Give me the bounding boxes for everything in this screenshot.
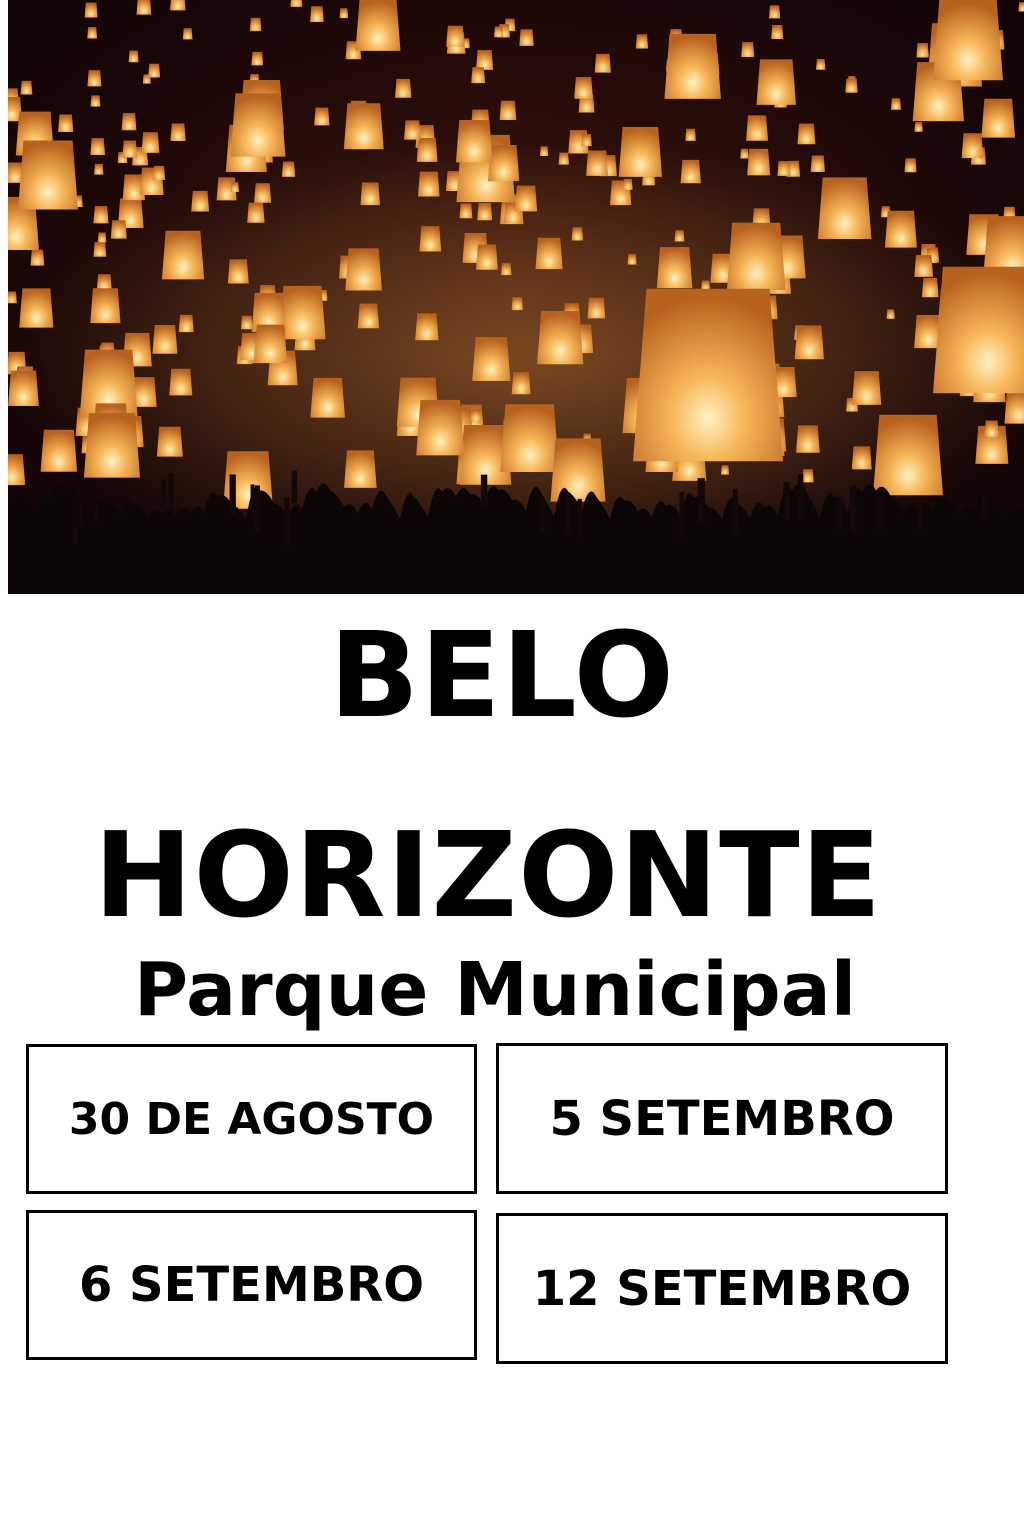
lantern [254,183,271,203]
lantern [477,203,492,220]
lantern [500,101,517,120]
lantern [811,156,825,172]
lantern [310,6,324,22]
lantern [31,250,45,266]
lantern [540,146,548,156]
lantern [282,162,295,177]
lantern [488,145,519,181]
lantern [395,79,411,98]
lantern [795,325,824,359]
lantern [891,98,901,109]
raised-arm [798,474,804,520]
raised-arm [540,499,545,531]
lantern [122,141,137,158]
date-box-2 [496,1043,948,1194]
lantern [162,231,204,280]
lantern [1004,391,1024,424]
lantern [962,133,984,158]
lantern [746,115,768,140]
lantern [756,59,796,104]
lantern [572,227,583,240]
lantern [636,34,648,48]
lantern [914,255,933,277]
lantern [416,400,464,455]
lantern [8,292,17,304]
lantern [419,226,441,251]
lantern [344,103,384,149]
lantern [170,0,185,10]
lantern [551,438,606,501]
lantern [417,138,438,162]
lantern [904,158,916,172]
lantern [476,50,493,70]
raised-arm [917,499,923,529]
lantern [595,54,611,73]
lantern [574,77,593,99]
lantern [664,34,721,99]
lantern [90,138,105,155]
lantern [98,233,107,243]
lantern [251,52,263,66]
lantern [418,172,440,197]
lantern [340,8,349,18]
lantern [727,223,786,290]
lantern [628,254,637,264]
lantern [887,309,895,318]
lantern [446,26,464,47]
date-box-1 [26,1044,477,1194]
lantern [657,247,693,288]
lantern [916,43,928,57]
lantern [519,29,533,45]
raised-arm [230,474,236,515]
raised-arm [850,488,857,530]
lantern [404,120,421,139]
lantern [537,311,583,364]
lantern [358,304,379,329]
lantern [885,211,917,248]
lantern [559,153,569,165]
lantern [512,372,531,394]
raised-arm [565,497,571,534]
date-label: 6 SETEMBRO [78,1257,425,1313]
venue-subtitle: Parque Municipal [133,947,857,1033]
lantern [279,286,325,339]
lantern [356,0,401,51]
raised-arm [285,497,290,546]
raised-arm [783,482,789,519]
raised-arm [733,489,738,534]
lantern [87,70,101,86]
lantern [170,124,185,142]
lantern [802,469,814,482]
lantern [19,288,53,327]
lantern [681,160,701,183]
lantern [314,108,329,126]
lantern [91,95,101,106]
raised-arm [251,484,255,517]
lantern [818,177,872,239]
lantern [84,413,140,478]
lantern [873,415,943,496]
lantern [623,179,633,190]
lantern [345,248,382,290]
lantern [157,427,183,457]
lantern [93,206,108,223]
lantern [494,27,503,38]
lantern [771,25,783,39]
lantern [183,28,193,39]
lantern [41,430,78,472]
lantern [933,267,1024,394]
raised-arm [698,478,705,524]
lantern [94,164,103,175]
date-box-3 [26,1210,477,1360]
lantern [18,141,78,210]
lantern [415,313,438,340]
lantern [587,298,605,319]
lantern [58,115,73,132]
title-line-horizonte: HORIZONTE [93,806,883,944]
lantern [515,186,537,212]
lantern [852,371,881,405]
lantern [845,79,857,93]
lantern [344,450,377,488]
lantern [741,42,754,57]
raised-arm [835,497,842,528]
lantern [1018,2,1024,11]
date-box-4 [496,1213,948,1364]
lantern [87,27,97,38]
raised-arm [255,485,260,533]
lantern [797,124,815,145]
lantern [675,230,685,241]
lantern [633,289,783,462]
lantern [586,151,608,176]
lantern [191,191,209,212]
lantern [740,149,748,159]
raised-arm [77,478,82,525]
raised-arm [169,474,174,510]
lantern [460,203,473,218]
date-label: 5 SETEMBRO [549,1090,895,1147]
lantern [472,337,510,381]
lantern [241,316,253,329]
lantern [512,297,523,310]
lantern [535,238,562,269]
lantern [922,278,939,297]
lantern [148,64,160,78]
lanterns-hero-image [8,0,1024,594]
lantern [90,288,120,323]
lantern [8,371,39,406]
lantern [914,122,922,132]
date-label: 12 SETEMBRO [532,1260,912,1317]
date-label: 30 DE AGOSTO [68,1093,435,1145]
lantern [228,259,249,283]
raised-arm [161,479,166,509]
lantern [476,244,498,269]
lantern [231,93,286,156]
lantern [685,129,696,141]
lantern [290,0,302,7]
raised-arm [981,473,988,518]
lantern [111,220,127,238]
lantern [129,51,139,63]
lantern [179,315,194,332]
lantern [796,425,820,452]
lantern [8,454,25,485]
lantern [852,446,872,469]
raised-arm [578,499,582,539]
lantern [85,3,98,18]
lantern [250,18,261,31]
lantern [619,127,662,177]
lantern [21,81,33,95]
lantern [500,404,559,472]
raised-arm [877,497,884,530]
lantern [136,0,151,15]
lantern [93,242,106,257]
lantern [581,134,591,146]
lantern [777,161,790,176]
lantern [456,120,493,162]
lantern [471,67,485,83]
lantern [310,378,345,418]
lantern [933,0,1003,80]
lantern [231,182,240,192]
lantern [254,325,287,364]
lantern [122,113,137,130]
lantern [981,99,1015,138]
lantern [152,325,177,354]
lantern [501,263,511,275]
lantern [769,5,780,18]
raised-arm [72,495,77,544]
lantern [721,465,729,474]
raised-arm [292,471,297,504]
lantern [816,59,825,70]
lantern [984,421,999,438]
raised-arm [481,475,487,507]
lantern [153,166,165,180]
raised-arm [94,483,98,525]
raised-arm [680,492,684,537]
lantern [247,203,264,223]
lantern [470,409,481,422]
lantern [360,183,380,206]
lantern [169,369,192,396]
lantern [747,149,770,176]
title-line-belo: BELO [329,606,675,744]
lantern [142,132,160,153]
